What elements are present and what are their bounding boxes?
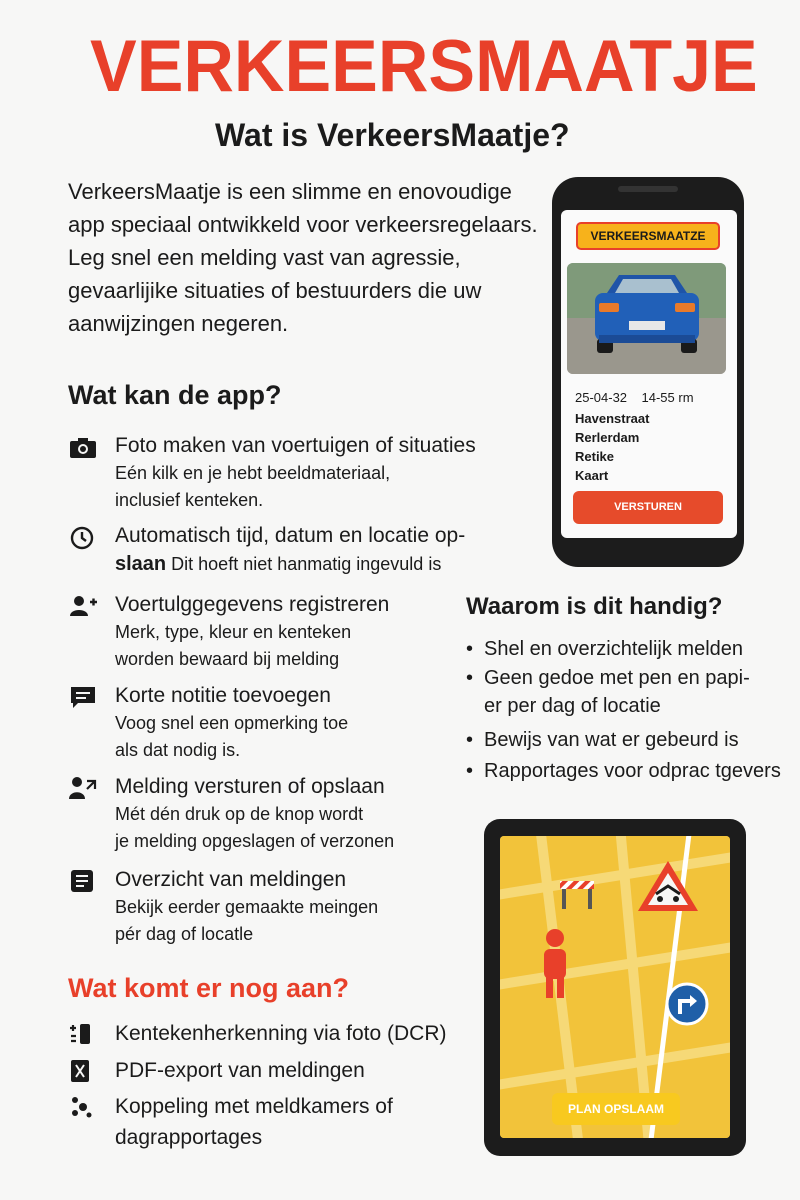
add-person-icon bbox=[68, 593, 98, 619]
report-datetime: 25-04-32 14-55 rm bbox=[575, 390, 694, 405]
phone-screen bbox=[561, 210, 737, 538]
feature-desc: Voog snel een opmerking toe als dat nodig is. bbox=[115, 713, 349, 760]
app-badge: VERKEERSMAATZE bbox=[576, 222, 720, 250]
coming-item bbox=[68, 1091, 538, 1157]
phone-notch bbox=[618, 186, 678, 192]
note-icon bbox=[68, 684, 98, 710]
feature-desc: Eén kilk en je hebt beeldmateriaal, inclusief kenteken. bbox=[115, 463, 391, 510]
camera-icon bbox=[68, 434, 98, 460]
clock-icon bbox=[68, 524, 98, 550]
ocr-icon bbox=[68, 1022, 94, 1046]
feature-auto-time bbox=[68, 522, 538, 582]
subtitle: Wat is VerkeersMaatje? bbox=[215, 117, 570, 153]
coming-item bbox=[68, 1055, 538, 1087]
coming-item bbox=[68, 1018, 538, 1050]
feature-title: Foto maken van voertuigen of situaties bbox=[115, 434, 476, 457]
why-item: • Bewijs van wat er gebeurd is bbox=[466, 729, 739, 751]
coming-heading: Wat komt er nog aan? bbox=[68, 973, 350, 1003]
turn-right-icon bbox=[667, 984, 707, 1024]
why-item: • Rapportages voor odprac tgevers bbox=[466, 760, 781, 782]
link-icon bbox=[68, 1095, 94, 1119]
feature-desc: Bekijk eerder gemaakte meingen pér dag of locatle bbox=[115, 897, 379, 944]
feature-send bbox=[68, 773, 538, 853]
report-street: Havenstraat bbox=[575, 411, 650, 426]
pdf-icon bbox=[68, 1059, 94, 1083]
intro-text: VerkeersMaatje is een slimme en enovoudige app speciaal ontwikkeld voor verkeersregelaars. Leg snel een melding vast van agressie, gevaarlijike situaties of bestuurders die uw aanwijzingen negeren. bbox=[68, 179, 538, 336]
why-heading: Waarom is dit handig? bbox=[466, 593, 723, 620]
feature-desc: slaan Dit hoeft niet hanmatig ingevuld is bbox=[115, 553, 442, 575]
report-line3: Retike bbox=[575, 449, 615, 464]
car-photo bbox=[567, 263, 726, 374]
car-image bbox=[567, 263, 726, 374]
feature-title: Overzicht van meldingen bbox=[115, 868, 347, 891]
feature-title: Korte notitie toevoegen bbox=[115, 684, 331, 707]
report-map-link[interactable]: Kaart bbox=[575, 468, 609, 483]
send-button[interactable]: VERSTUREN bbox=[573, 491, 723, 524]
feature-title: Automatisch tijd, datum en locatie op- bbox=[115, 524, 466, 547]
coming-text: Koppeling met meldkamers of dagrapportages bbox=[115, 1095, 393, 1149]
feature-desc: Mét dén druk op de knop wordt je melding opgeslagen of verzonen bbox=[115, 804, 395, 851]
feature-overview bbox=[68, 866, 538, 946]
coming-text: Kentekenherkenning via foto (DCR) bbox=[115, 1022, 447, 1045]
list-icon bbox=[68, 868, 98, 894]
feature-desc: Merk, type, kleur en kenteken worden bewaard bij melding bbox=[115, 622, 352, 669]
report-city: Rerlerdam bbox=[575, 430, 640, 445]
coming-text: PDF-export van meldingen bbox=[115, 1059, 365, 1082]
feature-title: Voertulggegevens registreren bbox=[115, 593, 390, 616]
why-item: • Shel en overzichtelijk melden bbox=[466, 638, 744, 660]
features-heading: Wat kan de app? bbox=[68, 380, 282, 410]
feature-title: Melding versturen of opslaan bbox=[115, 775, 385, 798]
send-person-icon bbox=[68, 775, 98, 801]
why-item: • Geen gedoe met pen en papi- er per dag of locatie bbox=[466, 667, 750, 717]
plan-save-button[interactable]: PLAN OPSLAAM bbox=[552, 1093, 680, 1125]
feature-photo bbox=[68, 432, 538, 522]
page-title: VERKEERSMAATJE bbox=[90, 25, 758, 107]
